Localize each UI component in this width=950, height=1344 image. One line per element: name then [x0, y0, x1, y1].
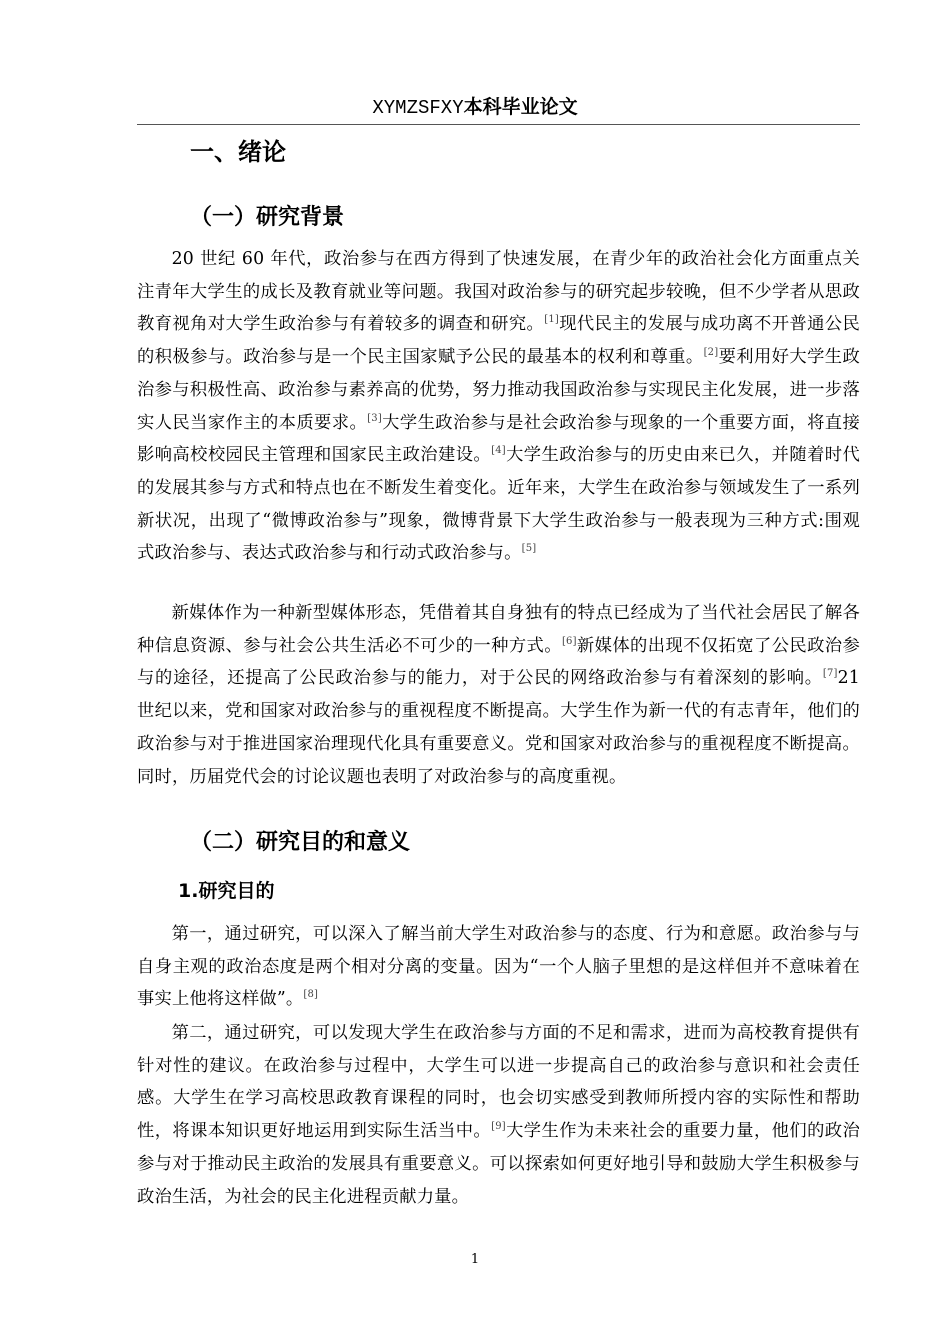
paragraph-text: 要利用好大学生政治参与积极性高、政治参与素养高的优势，努力推动我国政治参与实现民主化发展，进一步落实人民当家作主的本质要求。 — [137, 347, 860, 433]
paragraph-text: 现代民主的发展与成功离不开普通公民的积极参与。政治参与是一个民主国家赋予公民的最基本的权利和尊重。 — [137, 314, 860, 368]
citation-ref: [1] — [544, 314, 559, 326]
header-rule — [137, 124, 860, 125]
citation-ref: [2] — [703, 347, 719, 359]
citation-ref: [3] — [367, 412, 382, 424]
paragraph-text: 新媒体的出现不仅拓宽了公民政治参与的途径，还提高了公民政治参与的能力，对于公民的网络政治参与有着深刻的影响。 — [137, 635, 860, 689]
header-school-code: XYMZSFXY — [372, 97, 464, 119]
paragraph-text: 21 世纪以来，党和国家对政治参与的重视程度不断提高。大学生作为新一代的有志青年，他们的政治参与对于推进国家治理现代化具有重要意义。党和国家对政治参与的重视程度不断提高。同时，历届党代会的讨论议题也表明了对政治参与的高度重视。 — [137, 668, 860, 787]
paragraph-background-2 — [137, 597, 860, 793]
citation-ref: [6] — [561, 635, 577, 647]
page-header — [0, 92, 950, 122]
page-number: 1 — [470, 1252, 480, 1267]
paragraph-background-1 — [137, 243, 860, 570]
paragraph-text: 大学生作为未来社会的重要力量，他们的政治参与对于推动民主政治的发展具有重要意义。可以探索如何更好地引导和鼓励大学生积极参与政治生活，为社会的民主化进程贡献力量。 — [137, 1121, 860, 1207]
section-heading-purpose: （二）研究目的和意义 — [190, 830, 411, 855]
citation-ref: [9] — [491, 1121, 506, 1133]
paragraph-text: 新媒体作为一种新型媒体形态，凭借着其自身独有的特点已经成为了当代社会居民了解各种信息资源、参与社会公共生活必不可少的一种方式。 — [137, 603, 860, 656]
citation-ref: [8] — [303, 989, 319, 1001]
paragraph-text: 大学生政治参与的历史由来已久，并随着时代的发展其参与方式和特点也在不断发生着变化。近年来，大学生在政治参与领域发生了一系列新状况，出现了“微博政治参与”现象，微博背景下大学生政治参与一般表现为三种方式:围观式政治参与、表达式政治参与和行动式政治参与。 — [137, 445, 860, 564]
paragraph-text: 第二，通过研究，可以发现大学生在政治参与方面的不足和需求，进而为高校教育提供有针对性的建议。在政治参与过程中，大学生可以进一步提高自己的政治参与意识和社会责任感。大学生在学习高校思政教育课程的同时，也会切实感受到教师所授内容的实际性和帮助性，将课本知识更好地运用到实际生活当中。 — [137, 1023, 860, 1142]
subsection-heading-purpose: 1.研究目的 — [178, 880, 275, 902]
paragraph-text: 大学生政治参与是社会政治参与现象的一个重要方面，将直接影响高校校园民主管理和国家民主政治建设。 — [137, 412, 860, 466]
paragraph-purpose-2 — [137, 1017, 860, 1213]
section-heading-background: （一）研究背景 — [190, 205, 345, 230]
citation-ref: [7] — [822, 668, 838, 680]
paragraph-text: 20 世纪 60 年代，政治参与在西方得到了快速发展，在青少年的政治社会化方面重点关注青年大学生的成长及教育就业等问题。我国对政治参与的研究起步较晚，但不少学者从思政教育视角对大学生政治参与有着较多的调查和研究。 — [137, 249, 860, 335]
citation-ref: [4] — [491, 445, 506, 457]
paragraph-text: 第一，通过研究，可以深入了解当前大学生对政治参与的态度、行为和意愿。政治参与与自身主观的政治态度是两个相对分离的变量。因为“一个人脑子里想的是这样但并不意味着在事实上他将这样做”。 — [137, 924, 860, 1010]
header-title: 本科毕业论文 — [463, 96, 578, 118]
chapter-heading: 一、绪论 — [190, 138, 286, 166]
paragraph-purpose-1 — [137, 918, 860, 1016]
citation-ref: [5] — [521, 543, 537, 555]
